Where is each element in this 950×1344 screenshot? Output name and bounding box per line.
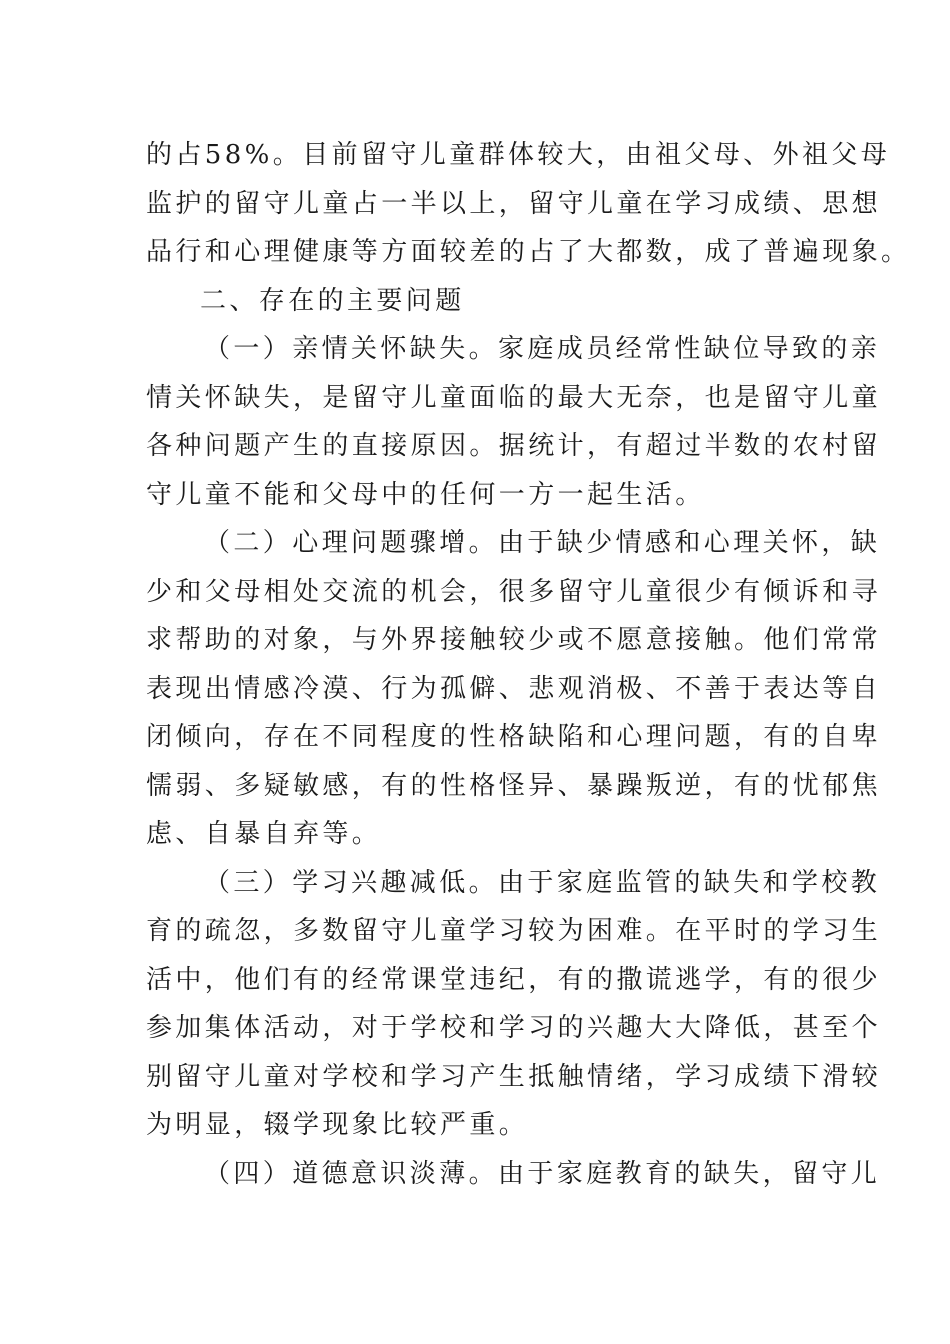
text-line: 守儿童不能和父母中的任何一方一起生活。 [146, 479, 705, 510]
text-line: 表现出情感冷漠、行为孤僻、悲观消极、不善于表达等自 [146, 673, 882, 704]
paragraph-start: （二）心理问题骤增。由于缺少情感和心理关怀，缺 [204, 528, 881, 558]
text-line: 懦弱、多疑敏感，有的性格怪异、暴躁叛逆，有的忧郁焦 [146, 770, 882, 801]
text-line: 别留守儿童对学校和学习产生抵触情绪，学习成绩下滑较 [146, 1061, 882, 1092]
section-heading: 二、存在的主要问题 [200, 285, 465, 316]
text-line: 求帮助的对象，与外界接触较少或不愿意接触。他们常常 [146, 625, 882, 655]
text-line: 为明显，辍学现象比较严重。 [146, 1110, 529, 1140]
text-line: 的占58%。目前留守儿童群体较大，由祖父母、外祖父母 [146, 140, 891, 170]
paragraph-start: （四）道德意识淡薄。由于家庭教育的缺失，留守儿 [204, 1158, 881, 1189]
text-line: 少和父母相处交流的机会，很多留守儿童很少有倾诉和寻 [146, 576, 882, 607]
paragraph-start: （三）学习兴趣减低。由于家庭监管的缺失和学校教 [204, 867, 881, 898]
paragraph-start: （一）亲情关怀缺失。家庭成员经常性缺位导致的亲 [204, 334, 881, 364]
text-line: 情关怀缺失，是留守儿童面临的最大无奈，也是留守儿童 [146, 382, 882, 413]
text-line: 活中，他们有的经常课堂违纪，有的撒谎逃学，有的很少 [146, 964, 882, 995]
text-line: 育的疏忽，多数留守儿童学习较为困难。在平时的学习生 [146, 916, 882, 946]
text-line: 品行和心理健康等方面较差的占了大都数，成了普遍现象。 [146, 237, 911, 267]
document-body [146, 131, 911, 1198]
text-line: 虑、自暴自弃等。 [146, 819, 382, 849]
text-line: 各种问题产生的直接原因。据统计，有超过半数的农村留 [146, 431, 882, 461]
text-line: 闭倾向，存在不同程度的性格缺陷和心理问题，有的自卑 [146, 722, 882, 752]
text-line: 监护的留守儿童占一半以上，留守儿童在学习成绩、思想 [146, 188, 882, 219]
text-line: 参加集体活动，对于学校和学习的兴趣大大降低，甚至个 [146, 1013, 882, 1043]
